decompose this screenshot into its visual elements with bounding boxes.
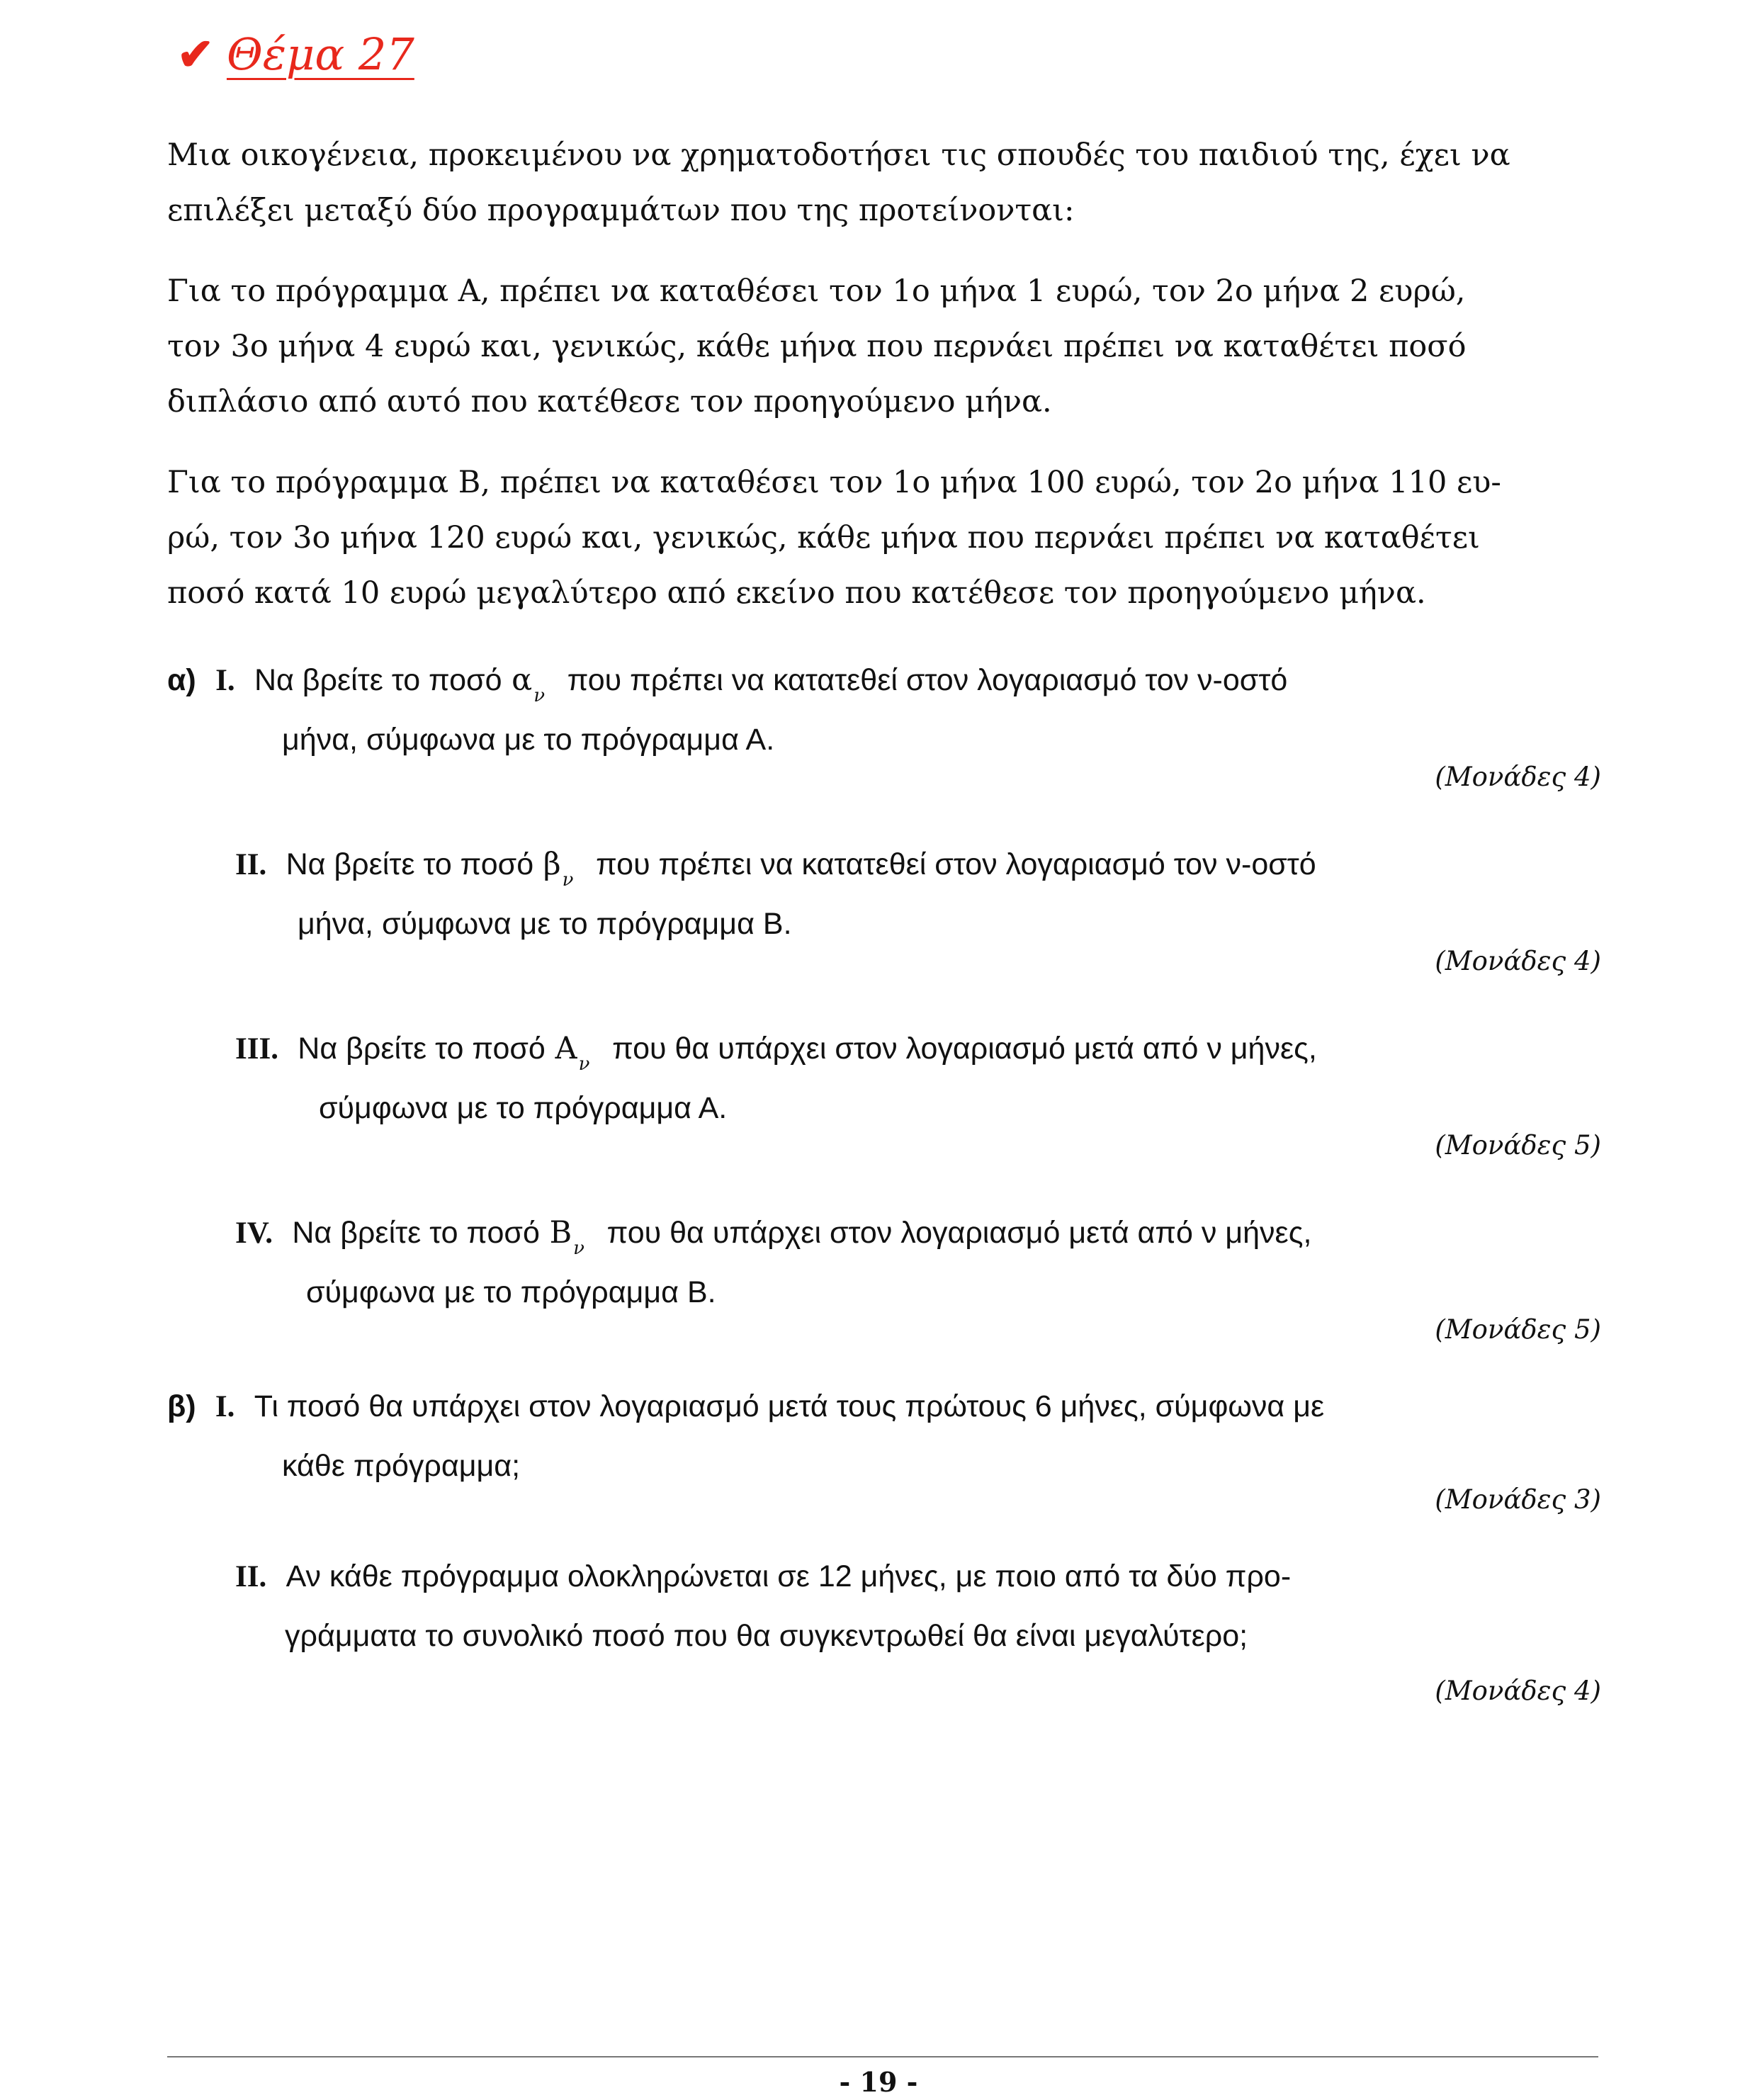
question-number: I.	[215, 1390, 235, 1423]
math-subscript: ν	[533, 685, 546, 706]
question-text: κάθε πρόγραμμα;	[282, 1449, 521, 1483]
question-text: Να βρείτε το ποσό	[254, 663, 502, 697]
checkmark-icon: ✔	[177, 28, 214, 80]
question-text: Να βρείτε το ποσό	[292, 1216, 540, 1250]
math-symbol: β	[543, 847, 561, 882]
question-text: Να βρείτε το ποσό	[298, 1032, 546, 1066]
question-text: μήνα, σύμφωνα με το πρόγραμμα Β.	[298, 907, 792, 941]
program-b-paragraph	[167, 455, 1598, 621]
question-text: που θα υπάρχει στον λογαριασμό μετά από ν μήνες,	[612, 1032, 1317, 1066]
intro-paragraph	[167, 128, 1598, 238]
question-text: Αν κάθε πρόγραμμα ολοκληρώνεται σε 12 μήνες, με ποιο από τα δύο προ-	[286, 1559, 1292, 1593]
question-text: σύμφωνα με το πρόγραμμα Β.	[306, 1275, 716, 1309]
question-number: I.	[215, 664, 235, 697]
question-a-IV	[235, 1215, 1312, 1259]
marks-label: (Μονάδες 4)	[1435, 762, 1601, 792]
math-symbol: α	[512, 662, 533, 698]
page-number: - 19 -	[839, 2066, 918, 2098]
question-text: Τι ποσό θα υπάρχει στον λογαριασμό μετά τους πρώτους 6 μήνες, σύμφωνα με	[254, 1389, 1325, 1423]
text-line: ποσό κατά 10 ευρώ μεγαλύτερο από εκείνο που κατέθεσε τον προηγούμενο μήνα.	[167, 575, 1426, 611]
question-text: σύμφωνα με το πρόγραμμα Α.	[319, 1091, 728, 1125]
question-text: γράμματα το συνολικό ποσό που θα συγκεντρωθεί θα είναι μεγαλύτερο;	[285, 1619, 1248, 1653]
text-line: ρώ, τον 3ο μήνα 120 ευρώ και, γενικώς, κάθε μήνα που περνάει πρέπει να καταθέτει	[167, 520, 1480, 555]
text-line: Για το πρόγραμμα Β, πρέπει να καταθέσει τον 1ο μήνα 100 ευρώ, τον 2ο μήνα 110 ευ-	[167, 465, 1501, 500]
math-subscript: ν	[573, 1238, 584, 1259]
question-text: Να βρείτε το ποσό	[286, 847, 534, 881]
topic-title: Θέμα 27	[226, 28, 414, 80]
marks-label: (Μονάδες 5)	[1435, 1130, 1601, 1161]
text-line: Μια οικογένεια, προκειμένου να χρηματοδοτήσει τις σπουδές του παιδιού της, έχει να	[167, 137, 1510, 173]
question-number: III.	[235, 1032, 278, 1066]
math-subscript: ν	[562, 869, 574, 891]
text-line: διπλάσιο από αυτό που κατέθεσε τον προηγούμενο μήνα.	[167, 384, 1052, 419]
text-line: τον 3ο μήνα 4 ευρώ και, γενικώς, κάθε μήνα που περνάει πρέπει να καταθέτει ποσό	[167, 329, 1467, 364]
question-a-III	[235, 1031, 1317, 1075]
text-line: επιλέξει μεταξύ δύο προγραμμάτων που της προτείνονται:	[167, 193, 1075, 228]
marks-label: (Μονάδες 4)	[1435, 1676, 1601, 1706]
question-text: που πρέπει να κατατεθεί στον λογαριασμό τον ν-οστό	[567, 663, 1288, 697]
marks-label: (Μονάδες 4)	[1435, 946, 1601, 976]
marks-label: (Μονάδες 5)	[1435, 1314, 1601, 1345]
question-text: που θα υπάρχει στον λογαριασμό μετά από ν μήνες,	[606, 1216, 1312, 1250]
marks-label: (Μονάδες 3)	[1435, 1484, 1601, 1515]
question-label: α)	[167, 663, 196, 697]
question-b-I	[167, 1389, 1324, 1424]
text-line: Για το πρόγραμμα Α, πρέπει να καταθέσει τον 1ο μήνα 1 ευρώ, τον 2ο μήνα 2 ευρώ,	[167, 273, 1466, 309]
question-number: IV.	[235, 1216, 273, 1250]
question-text: που πρέπει να κατατεθεί στον λογαριασμό τον ν-οστό	[596, 847, 1316, 881]
question-a-II	[235, 847, 1316, 891]
page-title	[177, 28, 414, 80]
question-number: II.	[235, 1560, 267, 1593]
footer-divider	[167, 2056, 1598, 2057]
question-b-II	[235, 1559, 1291, 1594]
math-symbol: Α	[555, 1031, 577, 1066]
question-label: β)	[167, 1389, 196, 1423]
program-a-paragraph	[167, 264, 1598, 429]
math-subscript: ν	[578, 1054, 590, 1075]
question-text: μήνα, σύμφωνα με το πρόγραμμα Α.	[282, 723, 775, 757]
question-number: II.	[235, 848, 267, 881]
math-symbol: Β	[549, 1215, 572, 1251]
question-a-I	[167, 662, 1288, 706]
